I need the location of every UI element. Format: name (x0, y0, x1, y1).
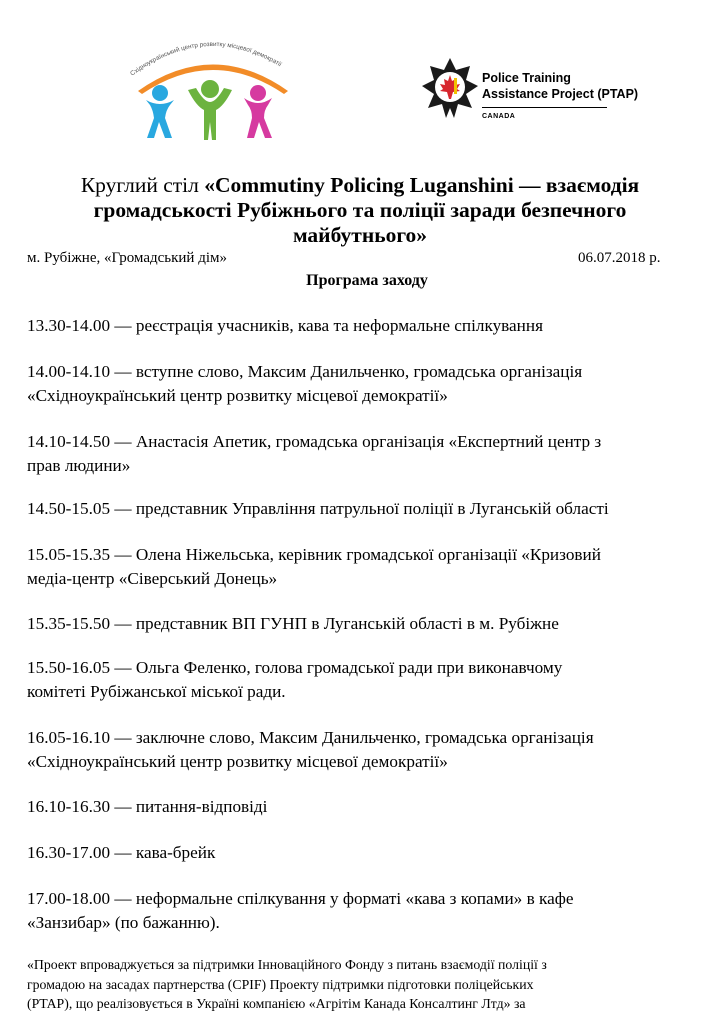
program-item-line1: 16.30-17.00 — кава-брейк (27, 843, 216, 862)
title-line1-bold: «Commutiny Policing Luganshini — взаємодія (204, 173, 640, 197)
program-item (27, 543, 702, 591)
civic-center-logo (128, 38, 298, 143)
blue-person-figure (146, 85, 174, 138)
logo-arc-text: Східноукраїнський центр розвитку місцевої демократії (129, 40, 283, 78)
program-item (27, 887, 702, 935)
program-item (27, 656, 702, 704)
ptap-logo (420, 56, 639, 132)
program-item (27, 726, 702, 774)
program-item-line1: 13.30-14.00 — реєстрація учасників, кава та неформальне спілкування (27, 316, 543, 335)
title-line-3: майбутнього» (292, 223, 428, 247)
green-person-figure (188, 80, 232, 140)
ptap-divider (482, 107, 607, 108)
program-item (27, 612, 702, 636)
program-item-line2: комітеті Рубіжанської міської ради. (27, 682, 286, 701)
magenta-person-figure (244, 85, 272, 138)
program-item-line2: «Східноукраїнський центр розвитку місцевої демократії» (27, 752, 448, 771)
footer-note (27, 955, 687, 1014)
program-heading: Програма заходу (306, 272, 428, 289)
program-item-line1: 14.00-14.10 — вступне слово, Максим Данильченко, громадська організація (27, 362, 583, 381)
footer-line-3: (PTAP), що реалізовується в Україні компанією «Агрітім Канада Консалтинг Лтд» за (27, 996, 526, 1012)
program-item (27, 430, 702, 478)
ptap-name (482, 70, 638, 102)
program-item (27, 360, 702, 408)
program-item (27, 841, 702, 865)
event-date: 06.07.2018 р. (578, 250, 661, 266)
title-line-1 (40, 173, 680, 198)
program-item-line1: 15.05-15.35 — Олена Ніжельська, керівник громадської організації «Кризовий (27, 545, 601, 564)
program-item-line1: 15.35-15.50 — представник ВП ГУНП в Луганській області в м. Рубіжне (27, 614, 559, 633)
ptap-line1: Police Training (482, 71, 571, 85)
program-item-line2: прав людини» (27, 456, 131, 475)
title-prefix: Круглий стіл (80, 173, 205, 197)
event-title (40, 173, 680, 248)
program-item (27, 795, 702, 819)
program-item-line1: 15.50-16.05 — Ольга Феленко, голова громадської ради при виконавчому (27, 658, 563, 677)
program-item-line1: 14.10-14.50 — Анастасія Апетик, громадська організація «Експертний центр з (27, 432, 602, 451)
program-item-line1: 16.05-16.10 — заключне слово, Максим Данильченко, громадська організація (27, 728, 594, 747)
footer-line-2: громадою на засадах партнерства (CPIF) Проекту підтримки підготовки поліцейських (27, 976, 534, 992)
program-item (27, 314, 702, 338)
program-item-line1: 17.00-18.00 — неформальне спілкування у форматі «кава з копами» в кафе (27, 889, 574, 908)
program-item (27, 497, 702, 521)
ptap-country: CANADA (482, 113, 516, 120)
event-place: м. Рубіжне, «Громадський дім» (27, 250, 227, 266)
program-item-line1: 14.50-15.05 — представник Управління патрульної поліції в Луганській області (27, 499, 609, 518)
program-item-line2: «Східноукраїнський центр розвитку місцевої демократії» (27, 386, 448, 405)
program-item-line2: «Занзибар» (по бажанню). (27, 913, 220, 932)
ptap-line2: Assistance Project (PTAP) (482, 87, 639, 101)
footer-line-1: «Проект впроваджується за підтримки Інноваційного Фонду з питань взаємодії поліції з (27, 957, 547, 972)
program-item-line2: медіа-центр «Сіверський Донець» (27, 569, 278, 588)
title-line-2: громадськості Рубіжнього та поліції заради безпечного (93, 198, 627, 222)
program-item-line1: 16.10-16.30 — питання-відповіді (27, 797, 268, 816)
police-badge-icon (422, 58, 478, 118)
